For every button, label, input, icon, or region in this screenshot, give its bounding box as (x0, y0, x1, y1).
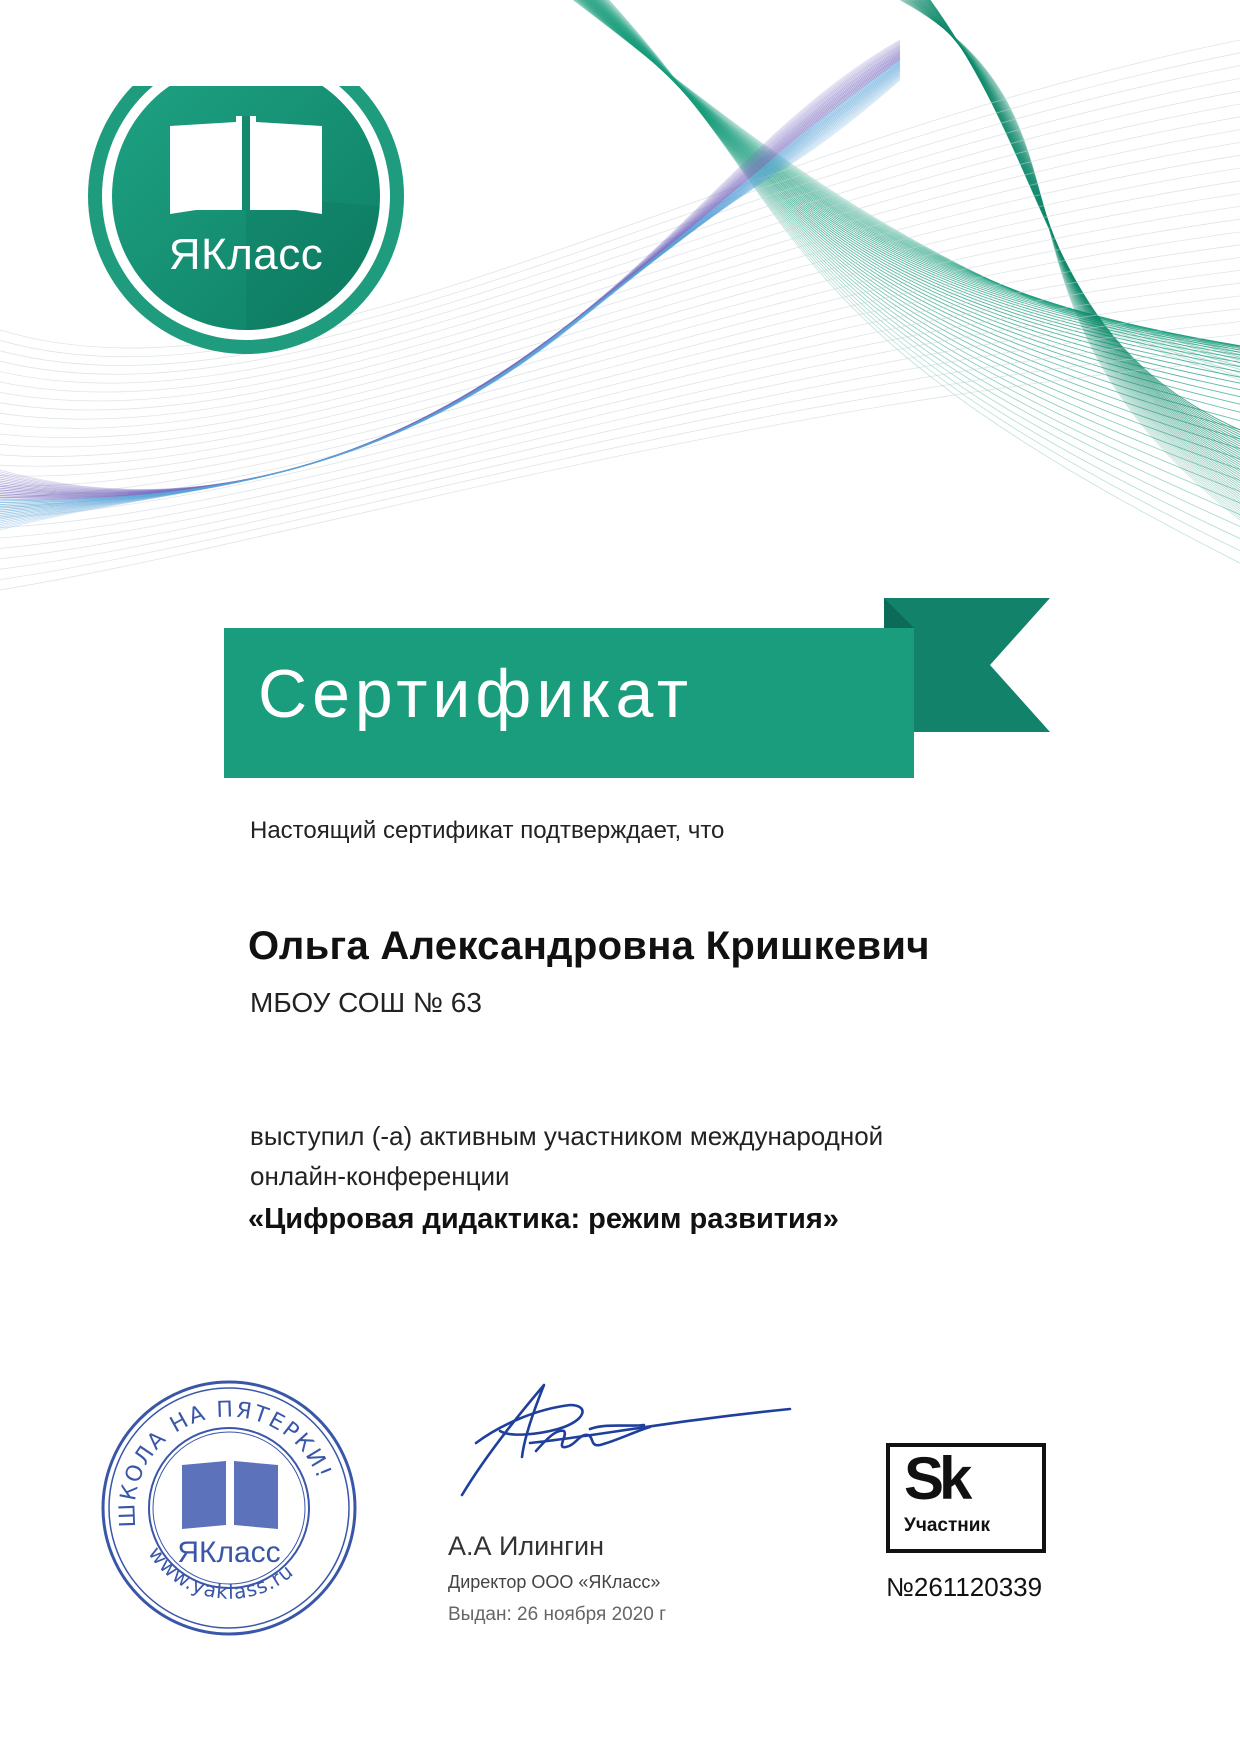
stamp-ring-text: ШКОЛА НА ПЯТЕРКИ! (115, 1397, 337, 1528)
recipient-school: МБОУ СОШ № 63 (250, 987, 482, 1018)
signatory-position: Директор ООО «ЯКласс» (448, 1572, 661, 1592)
school-stamp (98, 1377, 360, 1639)
description-line-1: выступил (-а) активным участником международной (250, 1121, 884, 1151)
recipient-name: Ольга Александровна Кришкевич (248, 924, 930, 968)
intro-text: Настоящий сертификат подтверждает, что (250, 817, 725, 844)
skolkovo-badge (886, 1443, 1046, 1553)
logo-brand-text: ЯКласс (168, 230, 324, 279)
book-icon (170, 116, 322, 214)
yaklass-logo (86, 86, 406, 354)
skolkovo-label: Участник (904, 1515, 990, 1536)
signatory-name: А.А Илингин (448, 1531, 605, 1561)
issue-date: Выдан: 26 ноября 2020 г (448, 1604, 667, 1625)
stamp-brand: ЯКласс (177, 1536, 281, 1569)
certificate-title: Сертификат (258, 656, 694, 732)
description-line-2: онлайн-конференции (250, 1161, 510, 1191)
stamp-book-icon (182, 1461, 278, 1529)
director-signature (440, 1365, 800, 1505)
stamp-url-text: www.yaklass.ru (143, 1541, 299, 1604)
conference-title: «Цифровая дидактика: режим развития» (248, 1203, 839, 1235)
skolkovo-logo: Sk (904, 1445, 968, 1512)
participant-number: №261120339 (886, 1572, 1043, 1602)
